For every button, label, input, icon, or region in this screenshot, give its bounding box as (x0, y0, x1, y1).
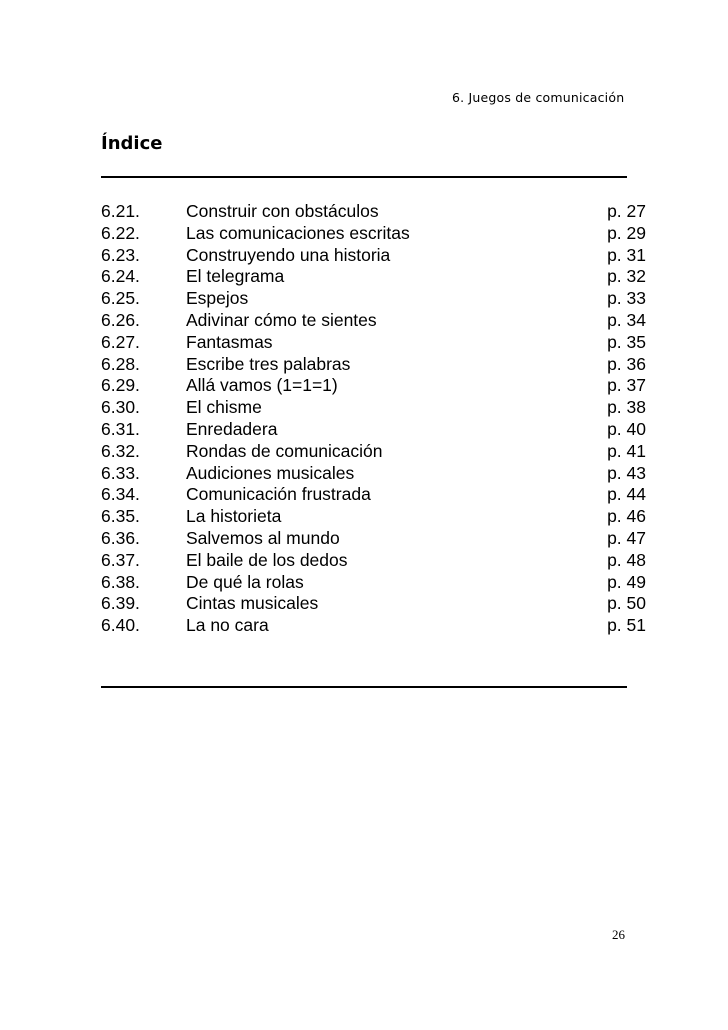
toc-entry-title: De qué la rolas (186, 571, 304, 592)
toc-entry (101, 484, 646, 506)
toc-entry-title: Cintas musicales (186, 593, 319, 614)
toc-entry-page: p. 46 (607, 506, 646, 527)
toc-entry (101, 375, 646, 397)
toc-entry-page: p. 44 (607, 484, 646, 505)
toc-entry-number: 6.32. (101, 440, 140, 461)
toc-entry-number: 6.31. (101, 418, 140, 439)
toc-entry (101, 332, 646, 354)
toc-entry-title: Las comunicaciones escritas (186, 222, 410, 243)
toc-entry-number: 6.39. (101, 593, 140, 614)
toc-entry (101, 419, 646, 441)
toc-entry-page: p. 47 (607, 527, 646, 548)
toc-entry-number: 6.33. (101, 462, 140, 483)
toc-entry-number: 6.40. (101, 615, 140, 636)
toc-entry-number: 6.26. (101, 309, 140, 330)
toc-entry-page: p. 29 (607, 222, 646, 243)
toc-entry (101, 201, 646, 223)
title-rule (101, 176, 627, 178)
toc-entry (101, 354, 646, 376)
toc-entry (101, 245, 646, 267)
toc-entry (101, 310, 646, 332)
toc-entry-page: p. 33 (607, 288, 646, 309)
table-of-contents (101, 201, 646, 637)
toc-entry-page: p. 32 (607, 266, 646, 287)
toc-entry (101, 550, 646, 572)
toc-entry-title: Construir con obstáculos (186, 201, 379, 221)
toc-entry-title: El telegrama (186, 266, 285, 287)
toc-entry-number: 6.27. (101, 331, 140, 352)
toc-entry-page: p. 37 (607, 375, 646, 396)
toc-entry-page: p. 38 (607, 397, 646, 418)
toc-entry (101, 528, 646, 550)
toc-entry (101, 223, 646, 245)
toc-entry-number: 6.38. (101, 571, 140, 592)
toc-entry-title: La historieta (186, 506, 282, 527)
toc-entry-number: 6.34. (101, 484, 140, 505)
bottom-rule (101, 686, 627, 688)
running-header: 6. Juegos de comunicación (452, 90, 625, 105)
toc-entry-page: p. 41 (607, 440, 646, 461)
toc-entry-title: Escribe tres palabras (186, 353, 351, 374)
toc-entry-page: p. 40 (607, 418, 646, 439)
toc-entry-title: El chisme (186, 397, 262, 418)
toc-entry-page: p. 34 (607, 309, 646, 330)
toc-entry-number: 6.37. (101, 549, 140, 570)
toc-entry-title: Fantasmas (186, 331, 273, 352)
toc-entry (101, 593, 646, 615)
toc-entry-page: p. 48 (607, 549, 646, 570)
toc-entry-title: La no cara (186, 615, 269, 636)
toc-entry-number: 6.23. (101, 244, 140, 265)
toc-entry (101, 572, 646, 594)
toc-entry-number: 6.36. (101, 527, 140, 548)
toc-entry-number: 6.21. (101, 201, 140, 221)
toc-entry-number: 6.30. (101, 397, 140, 418)
toc-entry-number: 6.29. (101, 375, 140, 396)
toc-entry-number: 6.22. (101, 222, 140, 243)
toc-entry (101, 266, 646, 288)
toc-entry-title: Rondas de comunicación (186, 440, 383, 461)
toc-entry-page: p. 36 (607, 353, 646, 374)
toc-entry-title: Adivinar cómo te sientes (186, 309, 377, 330)
toc-entry-page: p. 50 (607, 593, 646, 614)
page-number: 26 (612, 927, 625, 942)
toc-entry-title: Enredadera (186, 418, 278, 439)
toc-entry-title: Construyendo una historia (186, 244, 391, 265)
toc-entry (101, 441, 646, 463)
toc-entry (101, 288, 646, 310)
toc-entry-page: p. 51 (607, 615, 646, 636)
toc-entry-title: El baile de los dedos (186, 549, 348, 570)
toc-entry-number: 6.24. (101, 266, 140, 287)
toc-entry-title: Audiciones musicales (186, 462, 355, 483)
toc-entry-title: Allá vamos (1=1=1) (186, 375, 338, 396)
toc-entry-number: 6.25. (101, 288, 140, 309)
toc-entry-title: Espejos (186, 288, 249, 309)
toc-entry (101, 506, 646, 528)
toc-entry (101, 397, 646, 419)
toc-entry-page: p. 43 (607, 462, 646, 483)
toc-entry-number: 6.35. (101, 506, 140, 527)
toc-entry (101, 615, 646, 637)
toc-entry-number: 6.28. (101, 353, 140, 374)
toc-entry (101, 463, 646, 485)
toc-entry-page: p. 35 (607, 331, 646, 352)
toc-entry-page: p. 27 (607, 201, 646, 221)
page-title: Índice (101, 133, 163, 154)
toc-entry-title: Salvemos al mundo (186, 527, 340, 548)
toc-entry-page: p. 31 (607, 244, 646, 265)
toc-entry-title: Comunicación frustrada (186, 484, 371, 505)
toc-entry-page: p. 49 (607, 571, 646, 592)
